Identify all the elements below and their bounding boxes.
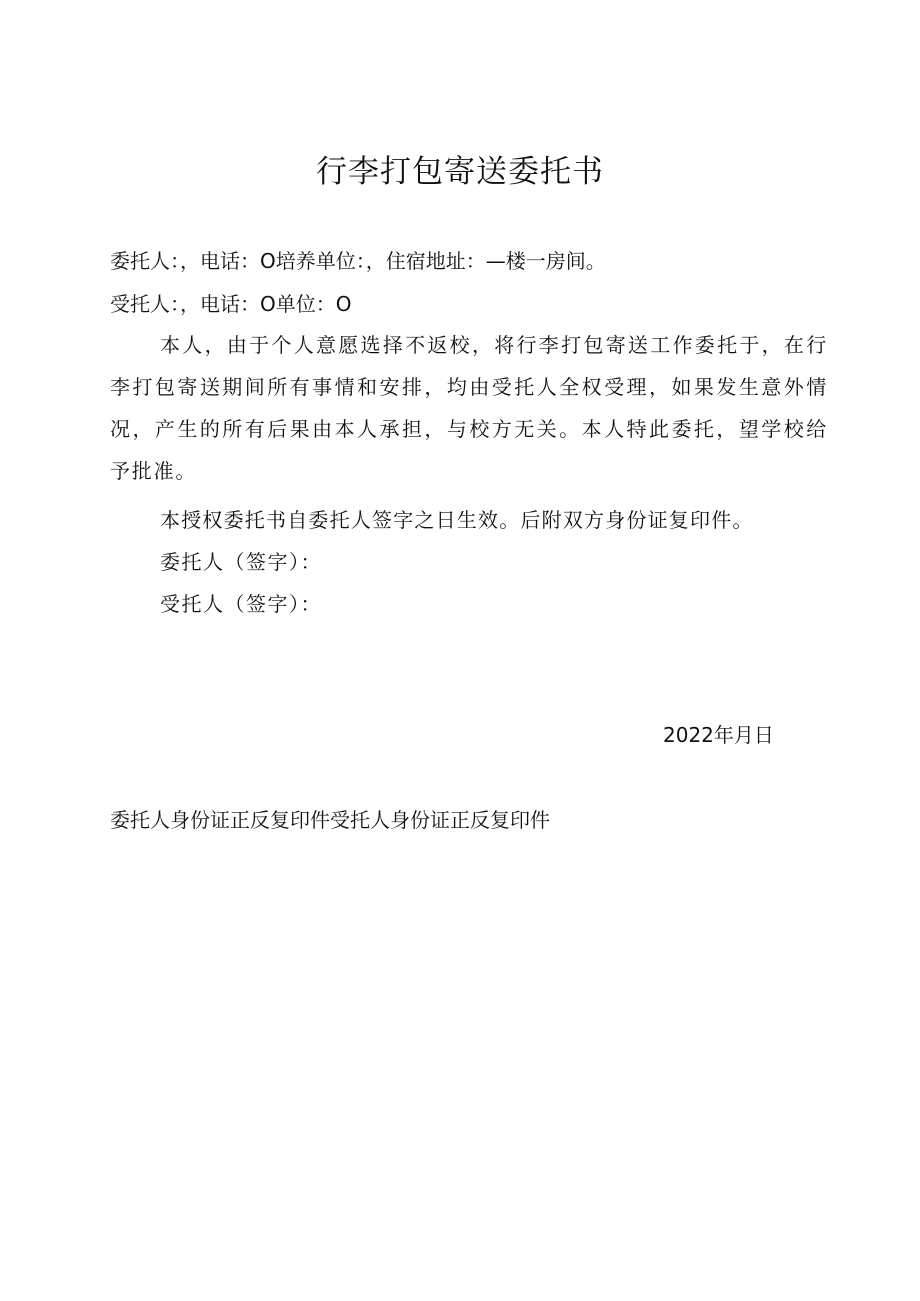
validity-paragraph: 本授权委托书自委托人签字之日生效。后附双方身份证复印件。 xyxy=(160,508,754,532)
attachments-line: 委托人身份证正反复印件受托人身份证正反复印件 xyxy=(110,808,550,832)
document-title: 行李打包寄送委托书 xyxy=(316,154,604,190)
body-paragraph: 本人，由于个人意愿选择不返校，将行李打包寄送工作委托于，在行李打包寄送期间所有事情和安排，均由受托人全权受理，如果发生意外情况，产生的所有后果由本人承担，与校方无关。本人特此委托，望学校给予批准。 xyxy=(110,333,828,483)
date-line: 2022年月日 xyxy=(663,723,774,747)
agent-signature-line: 受托人（签字）： xyxy=(160,592,322,616)
agent-info-line: 受托人：，电话：O单位：O xyxy=(110,292,352,316)
principal-info-line: 委托人：，电话：O培养单位：，住宿地址：—楼一房间。 xyxy=(110,249,606,273)
principal-signature-line: 委托人（签字）： xyxy=(160,550,322,574)
